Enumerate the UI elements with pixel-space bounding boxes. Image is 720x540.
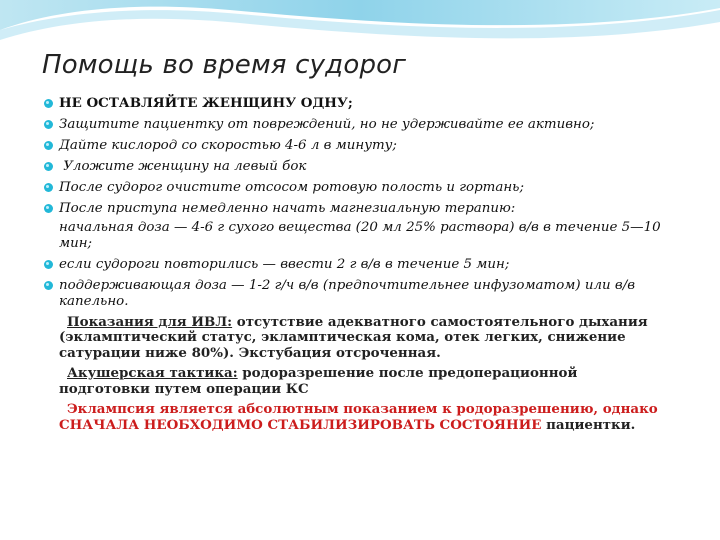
warning-paragraph	[44, 402, 668, 433]
bullet-text: поддерживающая доза — 1-2 г/ч в/в (предпочтительнее инфузоматом) или в/в капельно.	[59, 278, 636, 309]
bullet-item	[44, 138, 668, 154]
page-title: Помощь во время судорог	[42, 50, 407, 80]
bullet-marker-icon	[44, 141, 53, 150]
warning-text-part3: пациентки.	[541, 416, 636, 433]
content	[44, 96, 668, 438]
initial-dose-text: начальная доза — 4-6 г сухого вещества (20 мл 25% раствора) в/в в течение 5—10 мин;	[59, 220, 661, 251]
bullet-item	[44, 257, 668, 273]
bullet-text: НЕ ОСТАВЛЯЙТЕ ЖЕНЩИНУ ОДНУ;	[59, 95, 353, 111]
bullet-marker-icon	[44, 183, 53, 192]
tactics-paragraph	[44, 366, 668, 397]
bullet-item	[44, 96, 668, 112]
warning-text-part1: Эклампсия является абсолютным показанием к родоразрешению, однако	[67, 401, 658, 417]
bullet-text: После приступа немедленно начать магнезиальную терапию:	[59, 201, 516, 216]
bullet-text: После судорог очистите отсосом ротовую полость и гортань;	[59, 180, 524, 195]
bullet-text: Дайте кислород со скоростью 4-6 л в минуту;	[59, 138, 397, 153]
tactics-text: родоразрешение после предоперационной подготовки путем операции КС	[59, 365, 578, 397]
ivl-paragraph	[44, 315, 668, 362]
bullet-item	[44, 201, 668, 217]
bullet-marker-icon	[44, 260, 53, 269]
ivl-heading: Показания для ИВЛ:	[67, 313, 233, 330]
bullet-text: Защитите пациентку от повреждений, но не удерживайте ее активно;	[59, 117, 595, 132]
bullet-text: если судороги повторились — ввести 2 г в/в в течение 5 мин;	[59, 257, 510, 272]
bullet-marker-icon	[44, 204, 53, 213]
bullet-marker-icon	[44, 99, 53, 108]
bullet-item	[44, 159, 668, 175]
tactics-heading: Акушерская тактика:	[67, 365, 238, 381]
bullet-marker-icon	[44, 281, 53, 290]
bullet-item	[44, 117, 668, 133]
bullet-marker-icon	[44, 162, 53, 171]
bullet-marker-icon	[44, 120, 53, 129]
bullet-item	[44, 278, 668, 309]
bullet-text: Уложите женщину на левый бок	[59, 159, 307, 174]
bullet-item	[44, 180, 668, 196]
warning-text-part2: СНАЧАЛА НЕОБХОДИМО СТАБИЛИЗИРОВАТЬ СОСТОЯНИЕ	[59, 416, 542, 433]
ivl-text: отсутствие адекватного самостоятельного дыхания (экламптический статус, экламптическая кома, отек легких, снижение сатурации ниже 80%). Экстубация отсроченная.	[59, 313, 648, 361]
